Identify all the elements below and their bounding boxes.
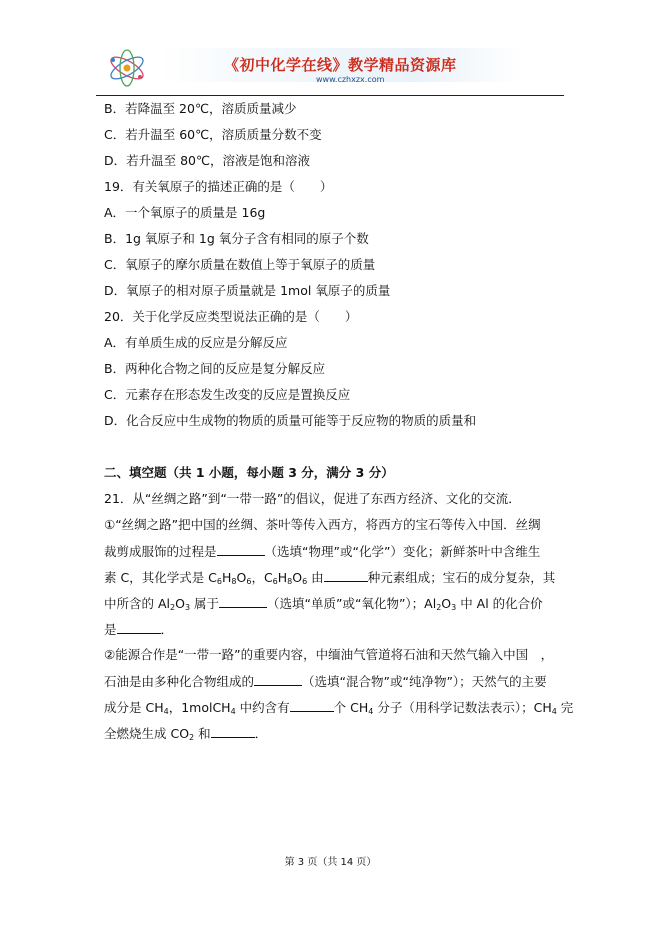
atom-logo-icon xyxy=(104,48,150,88)
option-20c: C．元素存在形态发生改变的反应是置换反应 xyxy=(104,387,351,402)
option-20b: B．两种化合物之间的反应是复分解反应 xyxy=(104,361,326,376)
answer-blank-7[interactable] xyxy=(211,725,255,738)
part-2-line-2: 石油是由多种化合物组成的 （选填“混合物”或“纯净物”）；天然气的主要 xyxy=(104,674,547,689)
part-1-line-4: 中所含的 $Al_2O_3$ 属于 （选填“单质”或“氧化物”）；$Al_2O_3$ 中 Al 的化合价 xyxy=(104,596,543,612)
option-19a: A．一个氧原子的质量是 16g xyxy=(104,205,266,220)
option-19c: C．氧原子的摩尔质量在数值上等于氧原子的质量 xyxy=(104,257,376,272)
part-2-line-3: 成分是 $CH_4$，1molCH$_4$ 中约含有 个 $CH_4$ 分子（用科学记数法表示）；$CH_4$ 完 xyxy=(104,700,574,716)
answer-blank-2[interactable] xyxy=(324,569,368,582)
answer-blank-6[interactable] xyxy=(290,699,334,712)
part-2-line-4: 全燃烧生成 $CO_2$ 和 ． xyxy=(104,726,268,742)
answer-blank-4[interactable] xyxy=(117,621,161,634)
question-20: 20．关于化学反应类型说法正确的是（ ） xyxy=(104,309,358,324)
option-19d: D．氧原子的相对原子质量就是 1mol 氧原子的质量 xyxy=(104,283,391,298)
option-20a: A．有单质生成的反应是分解反应 xyxy=(104,335,288,350)
question-19: 19．有关氧原子的描述正确的是（ ） xyxy=(104,179,333,194)
part-1-line-2: 裁剪成服饰的过程是 （选填“物理”或“化学”）变化；新鲜茶叶中含维生 xyxy=(104,544,541,559)
part-1-line-5: 是 ． xyxy=(104,622,174,637)
answer-blank-5[interactable] xyxy=(254,673,302,686)
page-header xyxy=(96,42,564,92)
part-1-line-1: ①“丝绸之路”把中国的丝绸、茶叶等传入西方，将西方的宝石等传入中国．丝绸 xyxy=(104,517,541,532)
option-20d: D．化合反应中生成物的物质的质量可能等于反应物的物质的质量和 xyxy=(104,413,477,428)
header-rule xyxy=(96,95,564,96)
header-title: 《初中化学在线》教学精品资源库 xyxy=(224,56,457,74)
option-18c: C．若升温至 60℃，溶质质量分数不变 xyxy=(104,127,322,142)
question-21: 21．从“丝绸之路”到“一带一路”的倡议，促进了东西方经济、文化的交流． xyxy=(104,491,521,506)
option-18b: B．若降温至 20℃，溶质质量减少 xyxy=(104,101,297,116)
part-2-line-1: ②能源合作是“一带一路”的重要内容，中缅油气管道将石油和天然气输入中国 ， xyxy=(104,647,554,662)
page-footer: 第 3 页（共 14 页） xyxy=(284,857,377,868)
option-19b: B．1g 氧原子和 1g 氧分子含有相同的原子个数 xyxy=(104,231,369,246)
header-url: www.czhxzx.com xyxy=(316,75,385,84)
part-1-line-3: 素 C，其化学式是 $C_6H_8O_6$，$C_6H_8O_6$ 由 种元素组成；宝石的成分复杂，其 xyxy=(104,570,556,586)
answer-blank-3[interactable] xyxy=(219,595,267,608)
option-18d: D．若升温至 80℃，溶液是饱和溶液 xyxy=(104,153,311,168)
section-heading: 二、填空题（共 1 小题，每小题 3 分，满分 3 分） xyxy=(104,465,394,480)
answer-blank-1[interactable] xyxy=(217,543,265,556)
